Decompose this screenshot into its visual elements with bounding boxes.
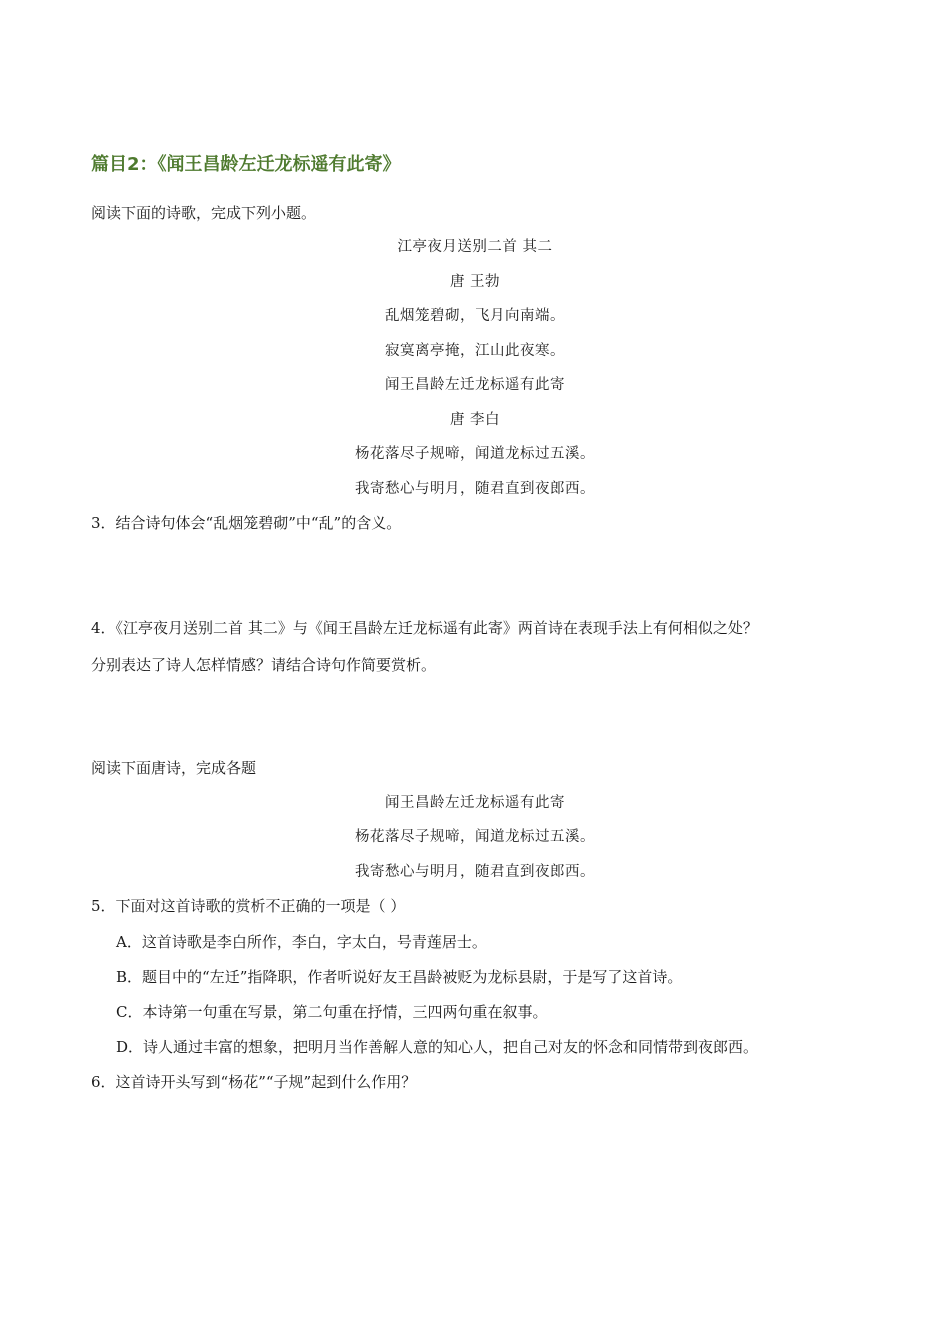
poem1-line: 乱烟笼碧砌，飞月向南端。 xyxy=(385,308,565,324)
poem2-author: 唐 李白 xyxy=(449,412,501,428)
question-5-option-c: C．本诗第一句重在写景，第二句重在抒情，三四两句重在叙事。 xyxy=(116,1003,548,1021)
poem2-line: 杨花落尽子规啼，闻道龙标过五溪。 xyxy=(355,446,595,462)
question-5: 5．下面对这首诗歌的赏析不正确的一项是（ ） xyxy=(91,897,406,915)
question-4-line2: 分别表达了诗人怎样情感？请结合诗句作简要赏析。 xyxy=(91,656,437,674)
poem2-line: 我寄愁心与明月，随君直到夜郎西。 xyxy=(355,481,595,497)
poem2-title: 闻王昌龄左迁龙标遥有此寄 xyxy=(385,377,565,393)
poem1-author: 唐 王勃 xyxy=(449,274,501,290)
section-title: 篇目2：《闻王昌龄左迁龙标遥有此寄》 xyxy=(91,154,401,175)
poem3-line: 杨花落尽子规啼，闻道龙标过五溪。 xyxy=(355,829,595,845)
part2-intro: 阅读下面唐诗，完成各题 xyxy=(91,759,257,777)
question-5-option-d: D．诗人通过丰富的想象，把明月当作善解人意的知心人，把自己对友的怀念和同情带到夜郎西。 xyxy=(116,1038,759,1056)
question-3: 3．结合诗句体会“乱烟笼碧砌”中“乱”的含义。 xyxy=(91,514,402,532)
poem1-title: 江亭夜月送别二首 其二 xyxy=(397,239,553,255)
poem1-line: 寂寞离亭掩，江山此夜寒。 xyxy=(385,343,565,359)
poem3-line: 我寄愁心与明月，随君直到夜郎西。 xyxy=(355,864,595,880)
question-4-line1: 4．《江亭夜月送别二首 其二》与《闻王昌龄左迁龙标遥有此寄》两首诗在表现手法上有何相似之处？ xyxy=(91,619,758,637)
part1-intro: 阅读下面的诗歌，完成下列小题。 xyxy=(91,204,317,222)
poem3-title: 闻王昌龄左迁龙标遥有此寄 xyxy=(385,795,565,811)
question-6: 6．这首诗开头写到“杨花”“子规”起到什么作用？ xyxy=(91,1073,417,1091)
question-5-option-a: A．这首诗歌是李白所作，李白，字太白，号青莲居士。 xyxy=(116,933,487,951)
question-5-option-b: B．题目中的“左迁”指降职，作者听说好友王昌龄被贬为龙标县尉，于是写了这首诗。 xyxy=(116,968,683,986)
